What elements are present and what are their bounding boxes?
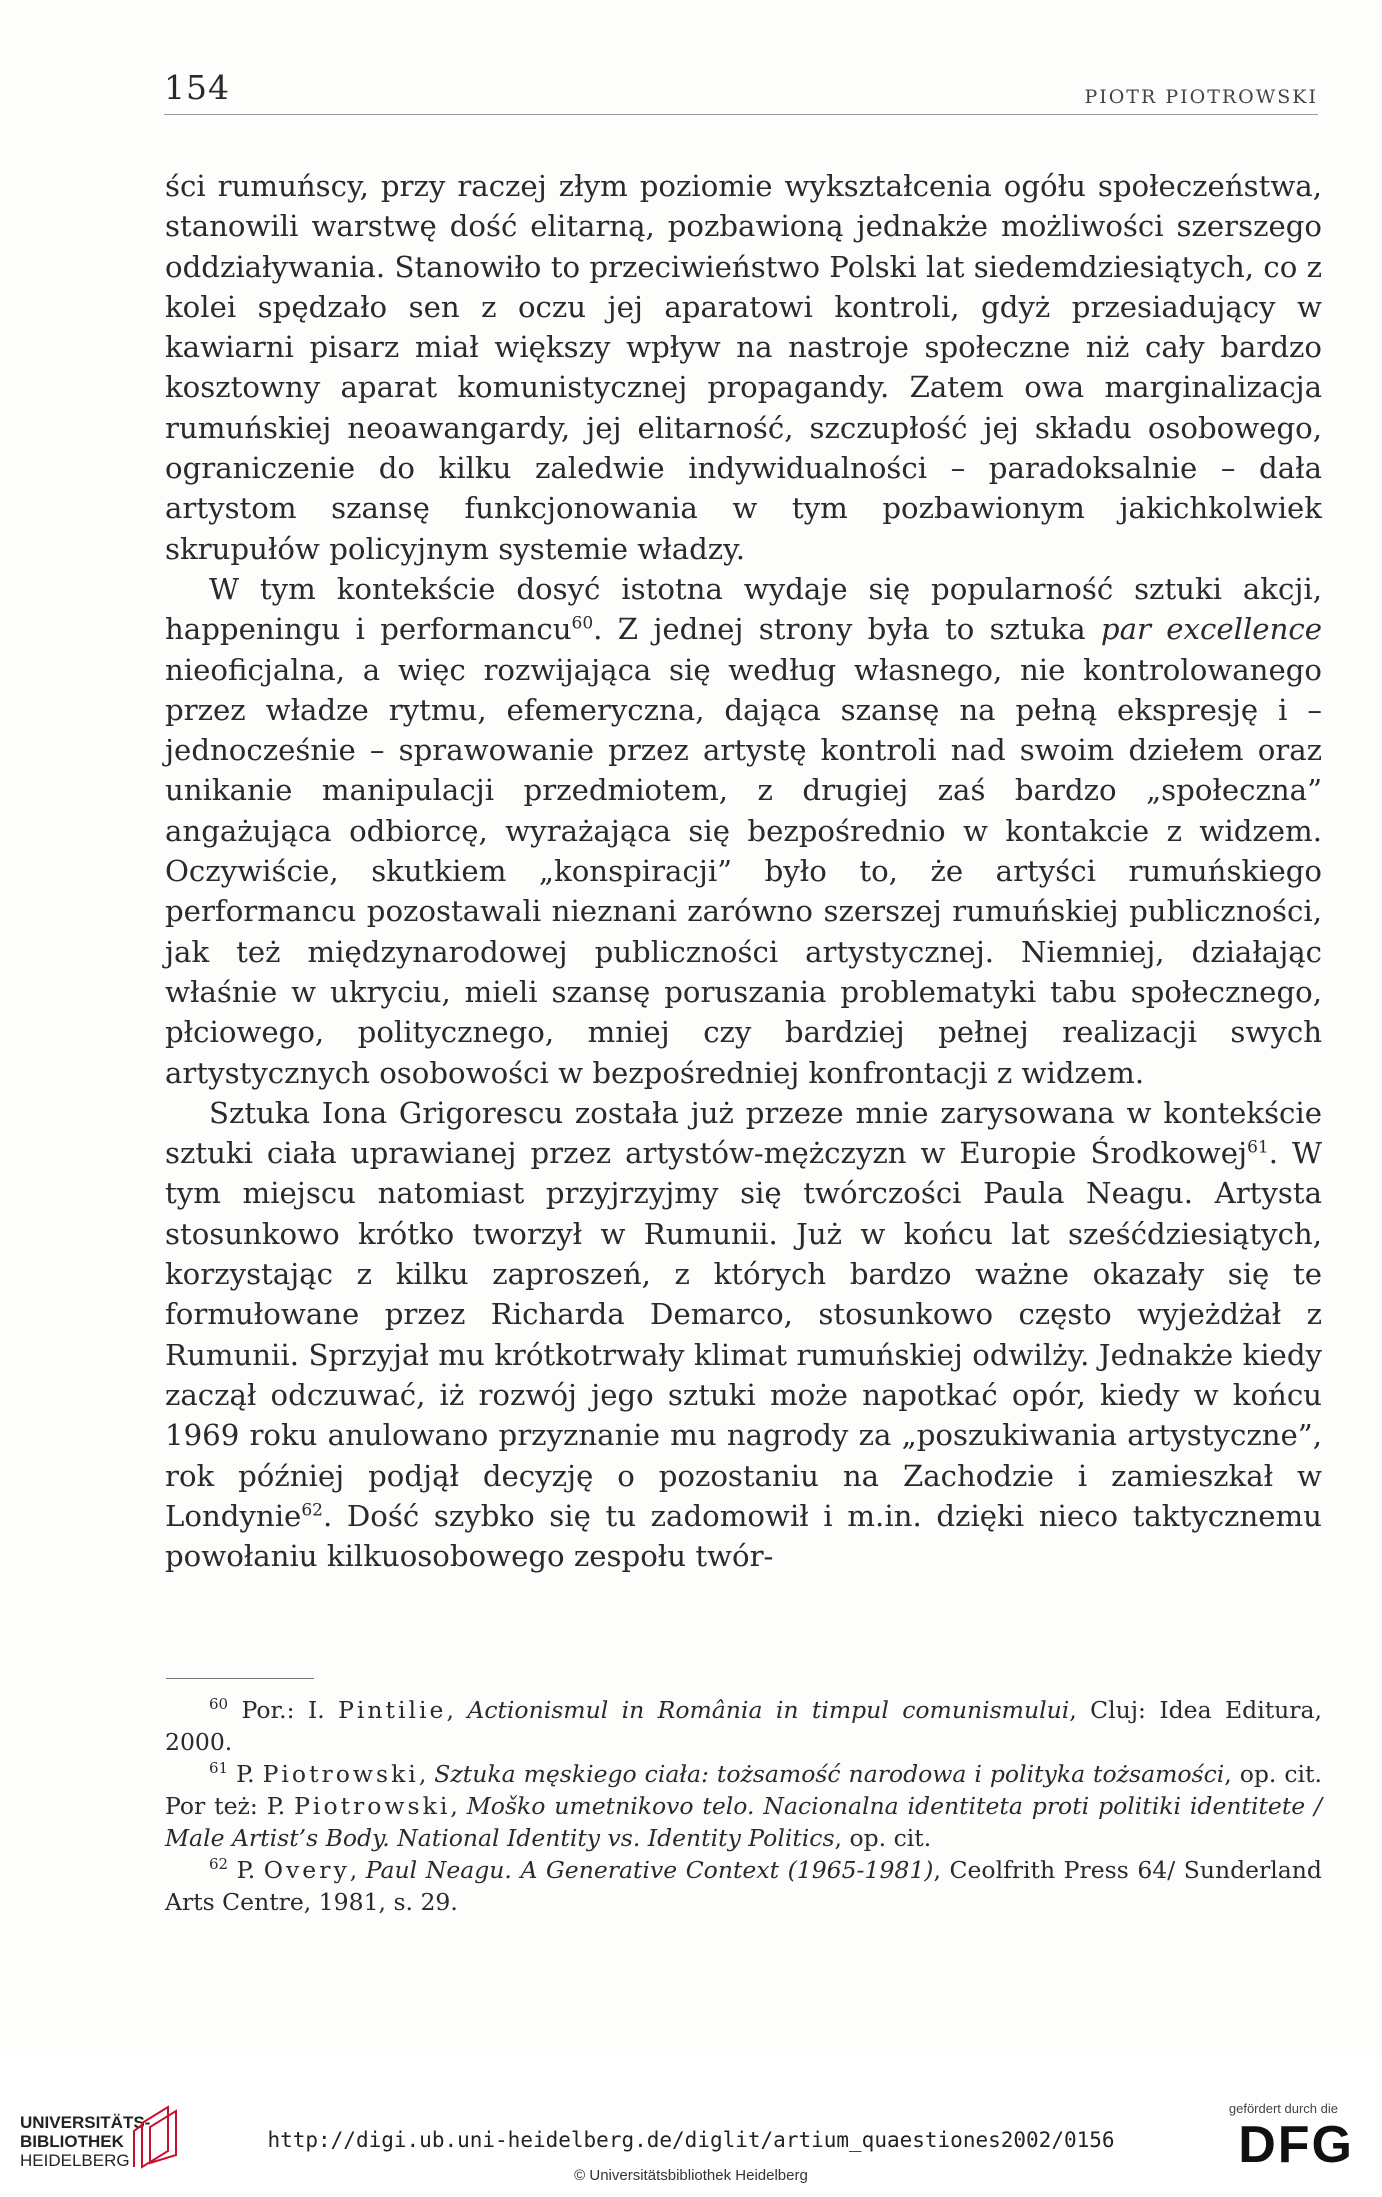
main-text [165, 166, 1322, 1576]
digitization-footer [0, 2055, 1382, 2197]
running-head: PIOTR PIOTROWSKI [1084, 86, 1318, 108]
footnote-ref-62[interactable]: 62 [301, 1500, 323, 1521]
page-number: 154 [164, 68, 230, 107]
copyright-notice: © Universitätsbibliothek Heidelberg [574, 2167, 808, 2184]
page-header [164, 68, 1318, 118]
page-url-link[interactable]: http://digi.ub.uni-heidelberg.de/diglit/artium_quaestiones2002/0156 [267, 2128, 1115, 2152]
footnotes [165, 1694, 1322, 1918]
footnote-62: $^{62}$ P. Overy, Paul Neagu. A Generative Context (1965-1981), Ceolfrith Press 64/ Sunderland Arts Centre, 1981, s. 29. [165, 1855, 1322, 1916]
footnote-ref-60[interactable]: 60 [571, 613, 594, 634]
paragraph-2: W tym kontekście dosyć istotna wydaje się popularność sztuki akcji, happeningu i performancu$^{60}$. Z jednej strony była to sztuka par excellence nieoficjalna, a więc rozwijająca się według własnego, nie kontrolowanego przez władze rytmu, efemeryczna, dająca szansę na pełną ekspresję i – jednocześnie – sprawowanie przez artystę kontroli nad swoim dziełem oraz unikanie manipulacji przedmiotem, z drugiej zaś bardzo „społeczna” angażująca odbiorcę, wyrażająca się bezpośrednio w kontakcie z widzem. Oczywiście, skutkiem „konspiracji” było to, że artyści rumuńskiego performancu pozostawali nieznani zarówno szerszej rumuńskiej publiczności, jak też międzynarodowej publiczności artystycznej. Niemniej, działając właśnie w ukryciu, mieli szansę poruszania problematyki tabu społecznego, płciowego, politycznego, mniej czy bardziej pełnej realizacji swych artystycznych osobowości w bezpośredniej konfrontacji z widzem. [165, 571, 1322, 1090]
dfg-logo: DFG [1238, 2116, 1354, 2174]
footnote-61: $^{61}$ P. Piotrowski, Sztuka męskiego ciała: tożsamość narodowa i polityka tożsamości, op. cit. Por też: P. Piotrowski, Moško umetnikovo telo. Nacionalna identiteta proti politiki identitete / Male Artist’s Body. National Identity vs. Identity Politics, op. cit. [165, 1759, 1322, 1852]
footnote-ref-61[interactable]: 61 [1247, 1137, 1269, 1158]
header-rule [164, 114, 1318, 115]
footnote-60: $^{60}$ Por.: I. Pintilie, Actionismul in România in timpul comunismului, Cluj: Idea Editura, 2000. [165, 1695, 1323, 1756]
paragraph-3: Sztuka Iona Grigorescu została już przeze mnie zarysowana w kontekście sztuki ciała uprawianej przez artystów-mężczyzn w Europie Środkowej$^{61}$. W tym miejscu natomiast przyjrzyjmy się twórczości Paula Neagu. Artysta stosunkowo krótko tworzył w Rumunii. Już w końcu lat sześćdziesiątych, korzystając z kilku zaproszeń, z których bardzo ważne okazały się te formułowane przez Richarda Demarco, stosunkowo często wyjeżdżał z Rumunii. Sprzyjał mu krótkotrwały klimat rumuńskiej odwilży. Jednakże kiedy zaczął odczuwać, iż rozwój jego sztuki może napotkać opór, kiedy w końcu 1969 roku anulowano przyznanie mu nagrody za „poszukiwania artystyczne”, rok później podjął decyzję o pozostaniu na Zachodzie i zamieszkał w Londynie$^{62}$. Dość szybko się tu zadomowił i m.in. dzięki nieco taktycznemu powołaniu kilkuosobowego zespołu twór- [165, 1095, 1322, 1574]
footnote-rule [166, 1678, 314, 1679]
funding-note: gefördert durch die [1228, 2101, 1338, 2116]
paragraph-1: ści rumuńscy, przy raczej złym poziomie wykształcenia ogółu społeczeństwa, stanowili warstwę dość elitarną, pozbawioną jednakże możliwości szerszego oddziaływania. Stanowiło to przeciwieństwo Polski lat siedemdziesiątych, co z kolei spędzało sen z oczu jej aparatowi kontroli, gdyż przesiadujący w kawiarni pisarz miał większy wpływ na nastroje społeczne niż cały bardzo kosztowny aparat komunistycznej propagandy. Zatem owa marginalizacja rumuńskiej neoawangardy, jej elitarność, szczupłość jej składu osobowego, ograniczenie do kilku zaledwie indywidualności – paradoksalnie – dała artystom szansę funkcjonowania w tym pozbawionym jakichkolwiek skrupułów policyjnym systemie władzy. [165, 169, 1322, 566]
library-name: UNIVERSITÄTS- BIBLIOTHEK HEIDELBERG [20, 2113, 151, 2170]
